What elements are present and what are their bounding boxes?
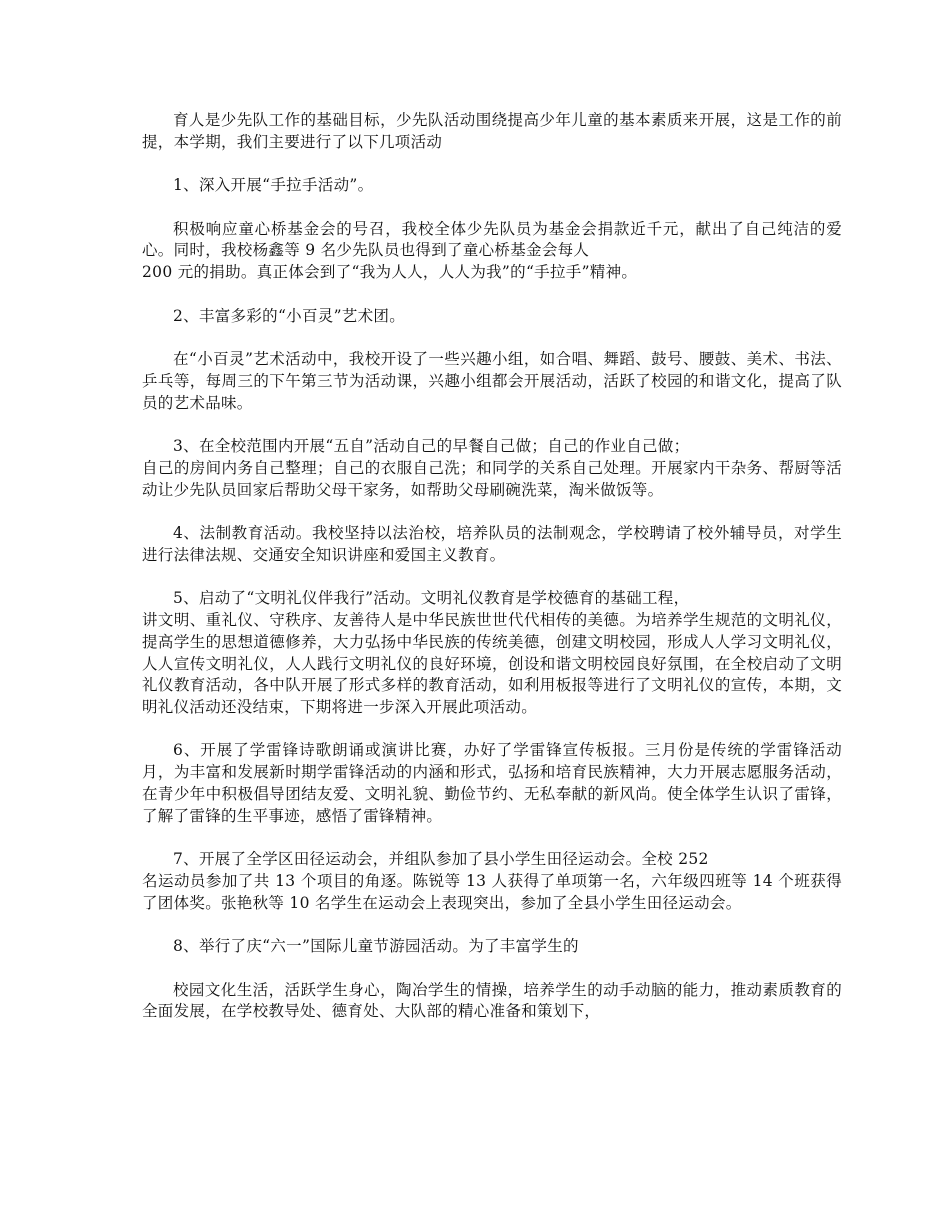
paragraph-item-1: 积极响应童心桥基金会的号召，我校全体少先队员为基金会捐款近千元，献出了自己纯洁的爱心。同时，我校杨鑫等 9 名少先队员也得到了童心桥基金会每人 200 元的捐助。真正体会到了“我为人人，人人为我”的“手拉手”精神。 [142,219,842,282]
paragraph-item-3: 3、在全校范围内开展“五自”活动自己的早餐自己做；自己的作业自己做； 自己的房间内务自己整理；自己的衣服自己洗；和同学的关系自己处理。开展家内干杂务、帮厨等活动让少先队员回家后帮助父母干家务，如帮助父母刷碗洗菜，淘米做饭等。 [142,436,842,499]
paragraph-item-8: 8、举行了庆“六一”国际儿童节游园活动。为了丰富学生的 [173,937,579,956]
heading-item-1: 1、深入开展“手拉手活动”。 [173,176,374,195]
heading-item-2: 2、丰富多彩的“小百灵”艺术团。 [173,306,406,325]
paragraph-item-4: 4、法制教育活动。我校坚持以法治校，培养队员的法制观念，学校聘请了校外辅导员，对学生进行法律法规、交通安全知识讲座和爱国主义教育。 [142,523,842,564]
paragraph-item-2: 在“小百灵”艺术活动中，我校开设了一些兴趣小组，如合唱、舞蹈、鼓号、腰鼓、美术、书法、乒乓等，每周三的下午第三节为活动课，兴趣小组都会开展活动，活跃了校园的和谐文化，提高了队员的艺术品味。 [142,349,842,412]
paragraph-continuation: 校园文化生活，活跃学生身心，陶冶学生的情操，培养学生的动手动脑的能力，推动素质教育的全面发展，在学校教导处、德育处、大队部的精心准备和策划下， [142,980,842,1021]
document-body [142,110,842,1045]
paragraph-item-6: 6、开展了学雷锋诗歌朗诵或演讲比赛，办好了学雷锋宣传板报。三月份是传统的学雷锋活动月，为丰富和发展新时期学雷锋活动的内涵和形式，弘扬和培育民族精神，大力开展志愿服务活动，在青少年中积极倡导团结友爱、文明礼貌、勤俭节约、无私奉献的新风尚。使全体学生认识了雷锋，了解了雷锋的生平事迹，感悟了雷锋精神。 [142,741,842,825]
paragraph-item-5: 5、启动了“文明礼仪伴我行”活动。文明礼仪教育是学校德育的基础工程， 讲文明、重礼仪、守秩序、友善待人是中华民族世世代代相传的美德。为培养学生规范的文明礼仪，提高学生的思想道德修养，大力弘扬中华民族的传统美德，创建文明校园，形成人人学习文明礼仪，人人宣传文明礼仪，人人践行文明礼仪的良好环境，创设和谐文明校园良好氛围，在全校启动了文明礼仪教育活动，各中队开展了形式多样的教育活动，如利用板报等进行了文明礼仪的宣传，本期，文明礼仪活动还没结束，下期将进一步深入开展此项活动。 [142,589,842,717]
paragraph-intro: 育人是少先队工作的基础目标，少先队活动围绕提高少年儿童的基本素质来开展，这是工作的前提，本学期，我们主要进行了以下几项活动 [142,111,842,151]
paragraph-item-7: 7、开展了全学区田径运动会，并组队参加了县小学生田径运动会。全校 252 名运动员参加了共 13 个项目的角逐。陈锐等 13 人获得了单项第一名，六年级四班等 14 个班获得了团体奖。张艳秋等 10 名学生在运动会上表现突出，参加了全县小学生田径运动会。 [142,850,842,912]
